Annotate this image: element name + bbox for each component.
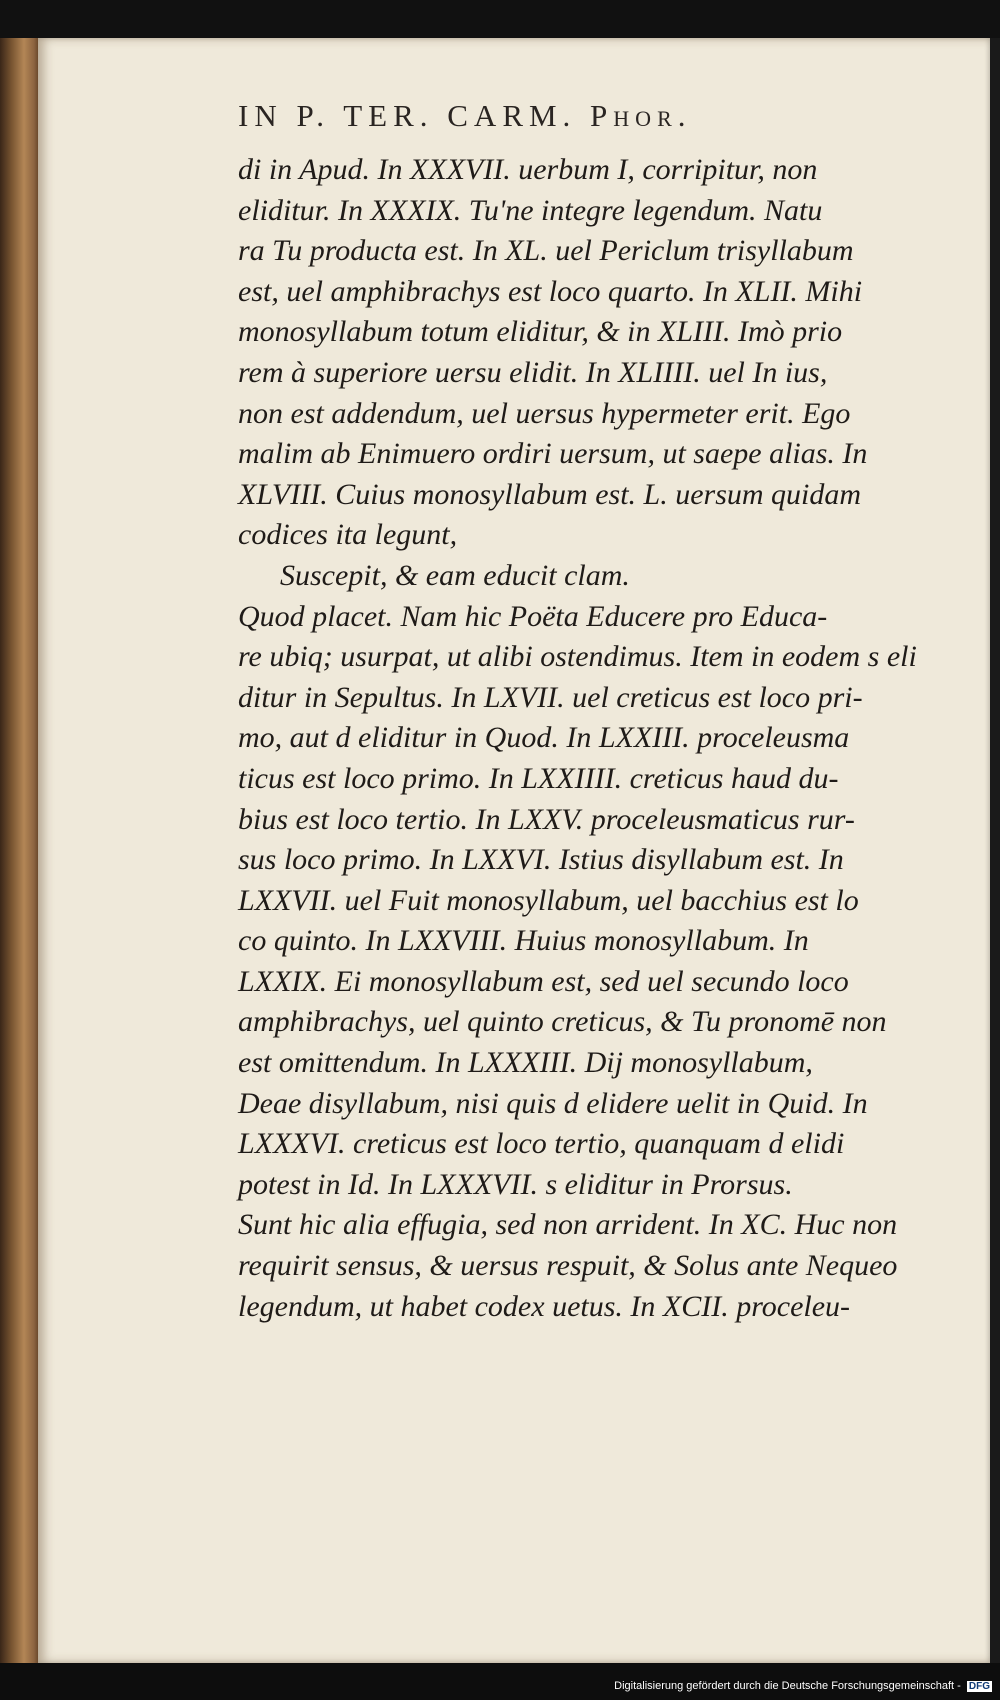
text-line: monosyllabum totum eliditur, & in XLIII. Imò prio <box>238 315 843 349</box>
verse-quotation: Suscepit, & eam educit clam. <box>280 558 630 592</box>
scan-top-border <box>0 0 1000 38</box>
text-line: ra Tu producta est. In XL. uel Periclum trisyllabum <box>238 234 854 268</box>
text-line: Quod placet. Nam hic Poëta Educere pro Educa- <box>238 599 828 633</box>
text-line: est, uel amphibrachys est loco quarto. In XLII. Mihi <box>238 274 863 308</box>
text-line: LXXVII. uel Fuit monosyllabum, uel bacchius est lo <box>238 883 859 917</box>
text-line: non est addendum, uel uersus hypermeter erit. Ego <box>238 396 851 430</box>
text-line: malim ab Enimuero ordiri uersum, ut saepe alias. In <box>238 437 868 471</box>
text-line: Deae disyllabum, nisi quis d elidere uelit in Quid. In <box>238 1086 868 1120</box>
page-body-text <box>238 150 938 1327</box>
text-line: sus loco primo. In LXXVI. Istius disyllabum est. In <box>238 843 844 877</box>
book-spine <box>0 38 40 1663</box>
scan-right-border <box>990 38 1000 1663</box>
text-line: re ubiq; usurpat, ut alibi ostendimus. Item in eodem s eli <box>238 640 917 674</box>
text-line: legendum, ut habet codex uetus. In XCII. proceleu- <box>238 1289 851 1323</box>
text-line: LXXIX. Ei monosyllabum est, sed uel secundo loco <box>238 964 849 998</box>
text-line: codices ita legunt, <box>238 518 458 552</box>
text-line: di in Apud. In XXXVII. uerbum I, corripitur, non <box>238 153 818 186</box>
text-line: LXXXVI. creticus est loco tertio, quanquam d elidi <box>238 1127 845 1161</box>
text-line: ditur in Sepultus. In LXVII. uel creticus est loco pri- <box>238 680 863 714</box>
text-line: est omittendum. In LXXXIII. Dij monosyllabum, <box>238 1046 813 1080</box>
credit-text: Digitalisierung gefördert durch die Deutsche Forschungsgemeinschaft - <box>614 1680 961 1692</box>
text-line: Sunt hic alia effugia, sed non arrident. In XC. Huc non <box>238 1208 898 1242</box>
text-line: XLVIII. Cuius monosyllabum est. L. uersum quidam <box>238 477 862 511</box>
dfg-logo: DFG <box>968 1681 990 1692</box>
running-header: IN P. TER. CARM. Phor. <box>238 98 692 133</box>
text-line: amphibrachys, uel quinto creticus, & Tu pronomē non <box>238 1005 887 1039</box>
text-line: ticus est loco primo. In LXXIIII. creticus haud du- <box>238 761 839 795</box>
digitization-credit <box>614 1680 992 1692</box>
text-line: requirit sensus, & uersus respuit, & Solus ante Nequeo <box>238 1249 898 1283</box>
text-line: bius est loco tertio. In LXXV. proceleusmaticus rur- <box>238 802 855 836</box>
text-line: rem à superiore uersu elidit. In XLIIII. uel In ius, <box>238 355 828 389</box>
text-line: potest in Id. In LXXXVII. s eliditur in Prorsus. <box>238 1167 793 1201</box>
text-line: eliditur. In XXXIX. Tu'ne integre legendum. Natu <box>238 193 823 227</box>
text-line: mo, aut d eliditur in Quod. In LXXIII. proceleusma <box>238 721 850 755</box>
text-line: co quinto. In LXXVIII. Huius monosyllabum. In <box>238 924 809 958</box>
